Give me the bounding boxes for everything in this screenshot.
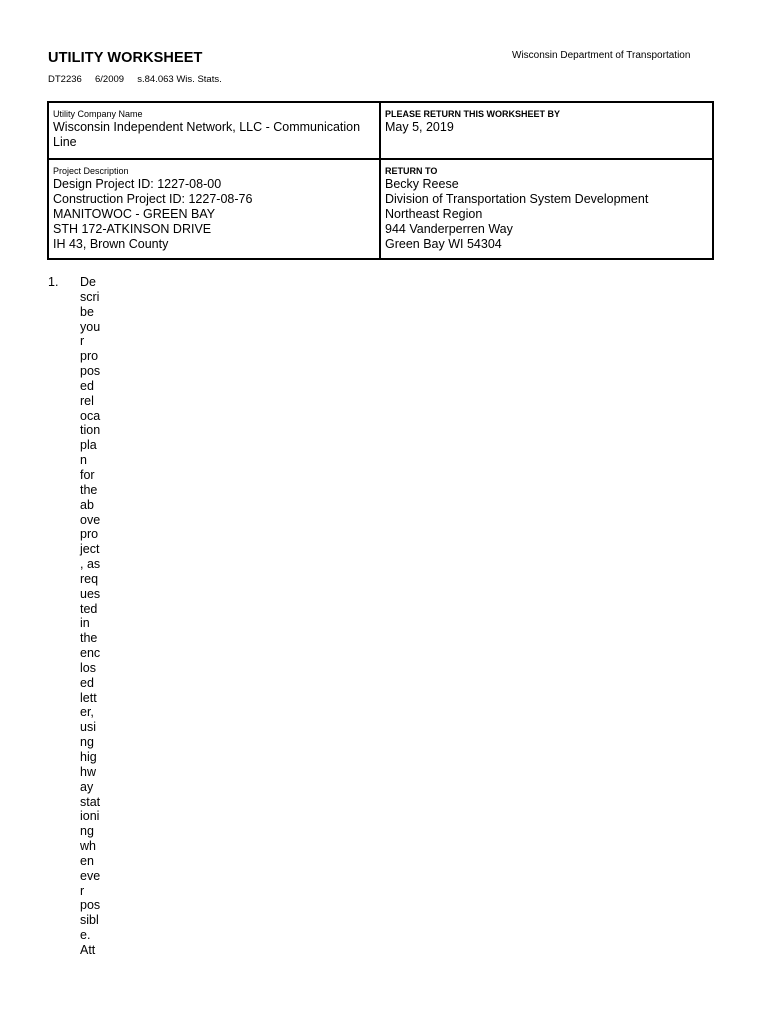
project-description-line: Design Project ID: 1227-08-00 — [53, 177, 222, 191]
info-row — [48, 159, 713, 259]
question-text-line: r — [80, 883, 85, 898]
utility-company-value — [53, 120, 376, 150]
question-text-line: tion — [80, 423, 101, 438]
return-by-label: PLEASE RETURN THIS WORKSHEET BY — [385, 109, 561, 119]
question-text-line: De — [80, 275, 96, 289]
utility-company-label: Utility Company Name — [53, 109, 143, 119]
project-description-line: Construction Project ID: 1227-08-76 — [53, 192, 253, 206]
question-text-line: ues — [80, 586, 101, 601]
question-text-line: ay — [80, 779, 94, 794]
question-text-line: ed — [80, 378, 94, 393]
question-text-line: sibl — [80, 913, 99, 928]
return-to-cell — [380, 159, 713, 259]
return-to-line: Green Bay WI 54304 — [385, 237, 502, 251]
question-text-line: hig — [80, 750, 97, 764]
question-text-line: ab — [80, 497, 94, 512]
question-text-line: en — [80, 853, 94, 868]
return-to-line: 944 Vanderperren Way — [385, 222, 513, 236]
project-description-label: Project Description — [53, 166, 129, 176]
question-text-line: ioni — [80, 809, 100, 824]
question-number: 1. — [48, 275, 59, 289]
question-text-line: the — [80, 631, 98, 646]
question-text-line: r — [80, 334, 85, 349]
worksheet-info-table — [47, 101, 714, 260]
question-text-line: scri — [80, 289, 100, 304]
return-to-line: Northeast Region — [385, 207, 483, 221]
question-text-line: pos — [80, 364, 101, 379]
question-text-line: stat — [80, 794, 101, 809]
question-text-line: pro — [80, 349, 99, 364]
project-description-lines — [53, 177, 376, 252]
question-text-line: ed — [80, 675, 94, 690]
question-text-line: pla — [80, 438, 97, 453]
utility-company-cell — [48, 102, 380, 159]
question-text-line: req — [80, 571, 99, 586]
question-text-line: , as — [80, 557, 101, 572]
return-to-line: Division of Transportation System Development — [385, 192, 649, 206]
question-text-line: ove — [80, 512, 101, 527]
return-by-date: May 5, 2019 — [385, 120, 454, 134]
question-text-line: for — [80, 467, 95, 482]
question-text-line: los — [80, 660, 96, 675]
question-text-line: be — [80, 304, 94, 319]
question-text-line: hw — [80, 764, 96, 779]
question-text — [80, 275, 104, 958]
question-text-line: pos — [80, 898, 101, 913]
agency-name: Wisconsin Department of Transportation — [512, 50, 691, 61]
question-text-line: in — [80, 616, 90, 631]
question-text-line: Att — [80, 942, 96, 957]
question-text-line: ng — [80, 735, 94, 750]
question-text-line: you — [80, 319, 101, 334]
question-text-line: rel — [80, 393, 94, 408]
return-by-cell — [380, 102, 713, 159]
question-text-line: the — [80, 482, 98, 497]
info-row — [48, 102, 713, 159]
question-text-line: er, — [80, 705, 94, 720]
question-text-line: oca — [80, 408, 101, 423]
utility-company-value-line: Wisconsin Independent Network, LLC - Communication — [53, 120, 361, 134]
project-description-line: IH 43, Brown County — [53, 237, 169, 251]
question-text-line: ject — [80, 542, 100, 557]
question-text-line: n — [80, 453, 87, 468]
question-text-line: pro — [80, 527, 99, 542]
project-description-cell — [48, 159, 380, 259]
return-to-label: RETURN TO — [385, 166, 438, 176]
question-text-line: enc — [80, 646, 101, 661]
question-text-line: eve — [80, 868, 101, 883]
page-title: UTILITY WORKSHEET — [48, 50, 203, 66]
return-to-line: Becky Reese — [385, 177, 459, 191]
question-text-line: wh — [80, 839, 96, 854]
question-text-line: ng — [80, 824, 94, 839]
question-text-line: usi — [80, 720, 96, 735]
question-text-line: e. — [80, 928, 91, 943]
project-description-line: MANITOWOC - GREEN BAY — [53, 207, 216, 221]
utility-company-value-line: Line — [53, 135, 77, 149]
question-text-line: lett — [80, 690, 97, 705]
return-to-address — [385, 177, 709, 252]
question-text-line: ted — [80, 601, 98, 616]
form-metadata: DT2236 6/2009 s.84.063 Wis. Stats. — [48, 74, 222, 85]
project-description-line: STH 172-ATKINSON DRIVE — [53, 222, 212, 236]
